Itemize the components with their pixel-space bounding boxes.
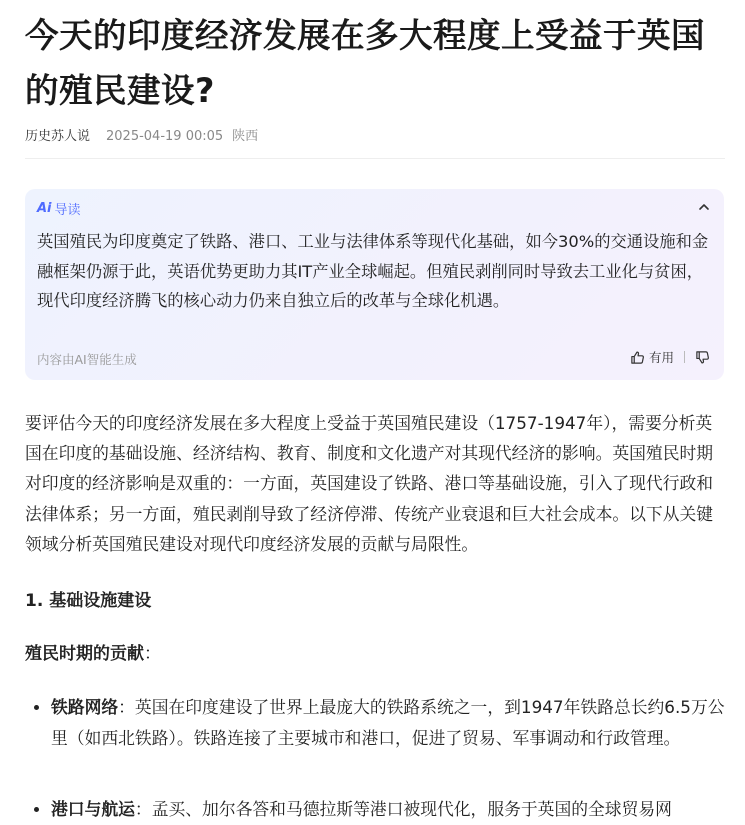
article-title: 今天的印度经济发展在多大程度上受益于英国的殖民建设? [25,16,705,110]
ai-summary-header [37,199,81,217]
intro-paragraph: 要评估今天的印度经济发展在多大程度上受益于英国殖民建设（1757-1947年），需要分析英国在印度的基础设施、经济结构、教育、制度和文化遗产对其现代经济的影响。英国殖民时期对印度的经济影响是双重的：一方面，英国建设了铁路、港口等基础设施，引入了现代行政和法律体系；另一方面，殖民剥削导致了经济停滞、传统产业衰退和巨大社会成本。以下从关键领域分析英国殖民建设对现代印度经济发展的贡献与局限性。 [25,413,714,554]
ai-summary-label: 导读 [54,202,81,218]
publish-time: 2025-04-19 00:05 [106,129,224,144]
publish-location: 陕西 [232,129,259,144]
list-item-text: ：英国在印度建设了世界上最庞大的铁路系统之一，到1947年铁路总长约6.5万公里（如西北铁路）。铁路连接了主要城市和港口，促进了贸易、军事调动和行政管理。 [51,697,725,748]
meta-divider [25,158,725,159]
article-meta [25,127,258,147]
section-heading: 1. 基础设施建设 [25,591,152,611]
thumbs-down-icon [695,350,710,365]
useful-button[interactable] [630,348,674,366]
thumbs-up-icon [630,350,645,365]
useful-label: 有用 [648,350,674,365]
feedback-separator [684,351,685,363]
ai-summary-text: 英国殖民为印度奠定了铁路、港口、工业与法律体系等现代化基础，如今30%的交通设施和金融框架仍源于此，英语优势更助力其IT产业全球崛起。但殖民剥削同时导致去工业化与贫困，现代印度经济腾飞的核心动力仍来自独立后的改革与全球化机遇。 [37,232,709,310]
chevron-up-icon[interactable] [696,199,712,215]
list-item-text: ：孟买、加尔各答和马德拉斯等港口被现代化，服务于英国的全球贸易网 [134,799,672,819]
ai-feedback [630,347,710,367]
contribution-heading-term: 殖民时期的贡献 [25,644,144,664]
not-useful-button[interactable] [695,350,710,365]
ai-generated-note: 内容由AI智能生成 [37,352,137,367]
ai-logo-icon: Ai [37,200,52,216]
list-item [51,692,729,753]
contribution-heading-colon: ： [144,644,161,664]
ai-summary-panel [25,189,724,380]
list-item-term: 铁路网络 [51,697,119,717]
author-name[interactable]: 历史苏人说 [25,129,91,144]
list-item [51,794,729,825]
list-item-term: 港口与航运 [51,799,135,819]
contribution-heading [25,639,161,669]
